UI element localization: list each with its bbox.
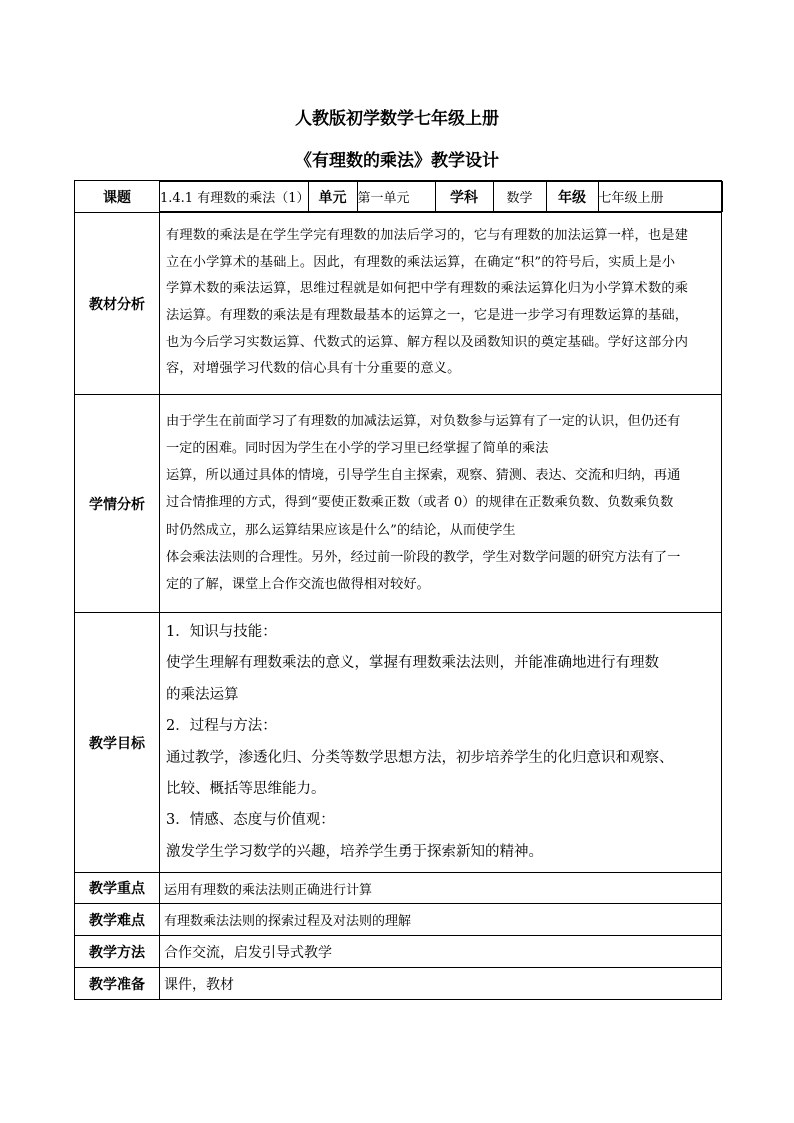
student-analysis-row (75, 395, 722, 613)
key-points-row (75, 873, 722, 904)
methods-label: 教学方法 (75, 936, 160, 968)
subject-value: 数学 (493, 182, 546, 212)
preparation-label: 教学准备 (75, 968, 160, 1000)
paragraph-line: 有理数的乘法是在学生学完有理数的加法后学习的，它与有理数的加法运算一样，也是建 (166, 228, 689, 244)
preparation-value: 课件，教材 (160, 968, 722, 1000)
paragraph-line: 体会乘法法则的合理性。另外，经过前一阶段的教学，学生对数学问题的研究方法有了一 (166, 549, 681, 565)
textbook-analysis-text (160, 213, 722, 395)
unit-label: 单元 (308, 182, 357, 212)
key-points-value: 运用有理数的乘法法则正确进行计算 (160, 873, 722, 904)
objective-line: 激发学生学习数学的兴趣，培养学生勇于探索新知的精神。 (166, 843, 543, 860)
paragraph-line: 时仍然成立，那么运算结果应该是什么”的结论，从而使学生 (166, 522, 516, 538)
lesson-plan-table (74, 180, 722, 1000)
objective-line: 3．情感、态度与价值观： (166, 812, 335, 829)
document-title: 人教版初学数学七年级上册 (295, 109, 499, 129)
methods-row (75, 936, 722, 968)
paragraph-line: 由于学生在前面学习了有理数的加减法运算，对负数参与运算有了一定的认识，但仍还有 (166, 413, 681, 429)
preparation-row (75, 968, 722, 1000)
grade-value: 七年级上册 (598, 182, 722, 212)
objective-line: 比较、概括等思维能力。 (166, 781, 326, 798)
methods-value: 合作交流，启发引导式教学 (160, 936, 722, 968)
paragraph-line: 学算术数的乘法运算，思维过程就是如何把中学有理数的乘法运算化归为小学算术数的乘 (166, 281, 689, 297)
grade-label: 年级 (546, 182, 598, 212)
student-analysis-text (160, 395, 722, 613)
objective-line: 通过教学，渗透化归、分类等数学思想方法，初步培养学生的化归意识和观察、 (166, 749, 674, 766)
textbook-analysis-label: 教材分析 (75, 213, 160, 395)
textbook-analysis-row (75, 213, 722, 395)
difficulties-value: 有理数乘法法则的探索过程及对法则的理解 (160, 904, 722, 936)
difficulties-row (75, 904, 722, 936)
paragraph-line: 定的了解，课堂上合作交流也做得相对较好。 (166, 577, 430, 592)
paragraph-line: 也为今后学习实数运算、代数式的运算、解方程以及函数知识的奠定基础。学好这部分内 (166, 334, 689, 350)
subject-label: 学科 (435, 182, 493, 212)
difficulties-label: 教学难点 (75, 904, 160, 936)
key-points-label: 教学重点 (75, 873, 160, 904)
header-row (75, 181, 722, 213)
paragraph-line: 容，对增强学习代数的信心具有十分重要的意义。 (166, 361, 461, 377)
topic-value: 1.4.1 有理数的乘法（1） (160, 182, 308, 212)
paragraph-line: 过合情推理的方式，得到“要使正数乘正数（或者 0）的规律在正数乘负数、负数乘负数 (166, 495, 674, 511)
topic-label: 课题 (75, 181, 160, 213)
objective-line: 的乘法运算 (166, 686, 239, 703)
paragraph-line: 立在小学算术的基础上。因此，有理数的乘法运算，在确定“积”的符号后，实质上是小 (166, 254, 676, 270)
paragraph-line: 一定的困难。同时因为学生在小学的学习里已经掌握了简单的乘法 (166, 440, 549, 456)
objective-line: 使学生理解有理数乘法的意义，掌握有理数乘法法则，并能准确地进行有理数 (166, 655, 659, 672)
student-analysis-label: 学情分析 (75, 395, 160, 613)
objectives-row (75, 613, 722, 873)
header-fields (160, 181, 723, 212)
unit-value: 第一单元 (357, 182, 435, 212)
objective-line: 1．知识与技能： (166, 624, 277, 640)
paragraph-line: 法运算。有理数的乘法是有理数最基本的运算之一，它是进一步学习有理数运算的基础， (166, 308, 689, 323)
objective-line: 2．过程与方法： (166, 718, 277, 735)
objectives-label: 教学目标 (75, 613, 160, 873)
paragraph-line: 运算，所以通过具体的情境，引导学生自主探索，观察、猜测、表达、交流和归纳，再通 (166, 468, 681, 484)
objectives-text (160, 613, 722, 873)
document-subtitle: 《有理数的乘法》教学设计 (295, 151, 499, 171)
